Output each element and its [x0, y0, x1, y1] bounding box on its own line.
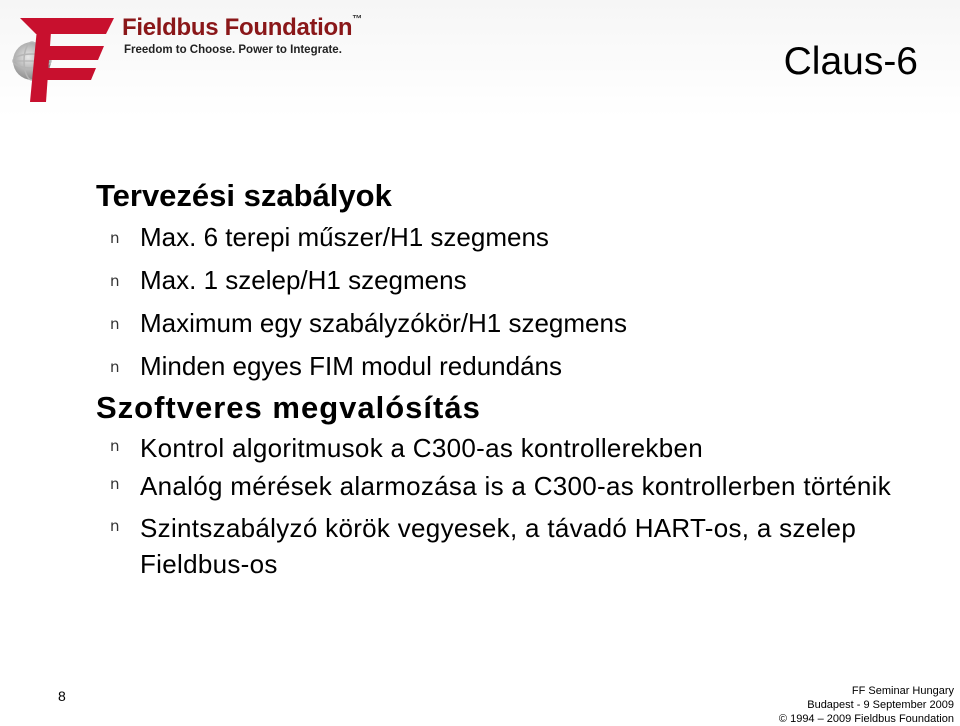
design-rules-list	[96, 216, 946, 388]
bullet-icon: n	[110, 358, 120, 376]
slide-content	[96, 176, 946, 582]
logo-name: Fieldbus Foundation™	[122, 14, 362, 41]
footer-seminar: FF Seminar Hungary	[851, 685, 954, 697]
footer	[779, 684, 954, 726]
bullet-icon: n	[110, 475, 120, 493]
page-number: 8	[58, 688, 66, 704]
bullet-text: Maximum egy szabályzókör/H1 szegmens	[140, 308, 627, 338]
bullet-icon: n	[110, 437, 120, 455]
section-heading-design-rules: Tervezési szabályok	[96, 178, 392, 213]
bullet-text: Kontrol algoritmusok a C300-as kontrollerekben	[140, 433, 703, 463]
fieldbus-logo-mark	[6, 6, 121, 106]
fieldbus-foundation-logo	[6, 6, 366, 106]
logo-tagline: Freedom to Choose. Power to Integrate.	[124, 44, 342, 56]
bullet-text: Minden egyes FIM modul redundáns	[140, 351, 563, 381]
list-item	[96, 302, 946, 345]
list-item	[96, 510, 946, 582]
list-item	[96, 259, 946, 302]
software-list	[96, 430, 946, 582]
list-item	[96, 468, 946, 504]
list-item	[96, 430, 946, 466]
bullet-text: Max. 1 szelep/H1 szegmens	[140, 265, 467, 295]
bullet-icon: n	[110, 229, 120, 247]
bullet-text: Max. 6 terepi műszer/H1 szegmens	[140, 222, 549, 252]
slide-title: Claus-6	[783, 40, 918, 83]
bullet-icon: n	[110, 272, 120, 290]
section-heading-software: Szoftveres megvalósítás	[96, 390, 481, 425]
bullet-icon: n	[110, 517, 120, 535]
bullet-text: Szintszabályzó körök vegyesek, a távadó HART-os, a szelep Fieldbus-os	[140, 513, 857, 579]
footer-location-date: Budapest - 9 September 2009	[807, 699, 954, 711]
list-item	[96, 216, 946, 259]
list-item	[96, 345, 946, 388]
bullet-icon: n	[110, 315, 120, 333]
bullet-text: Analóg mérések alarmozása is a C300-as kontrollerben történik	[140, 471, 891, 501]
footer-copyright: © 1994 – 2009 Fieldbus Foundation	[778, 713, 954, 725]
